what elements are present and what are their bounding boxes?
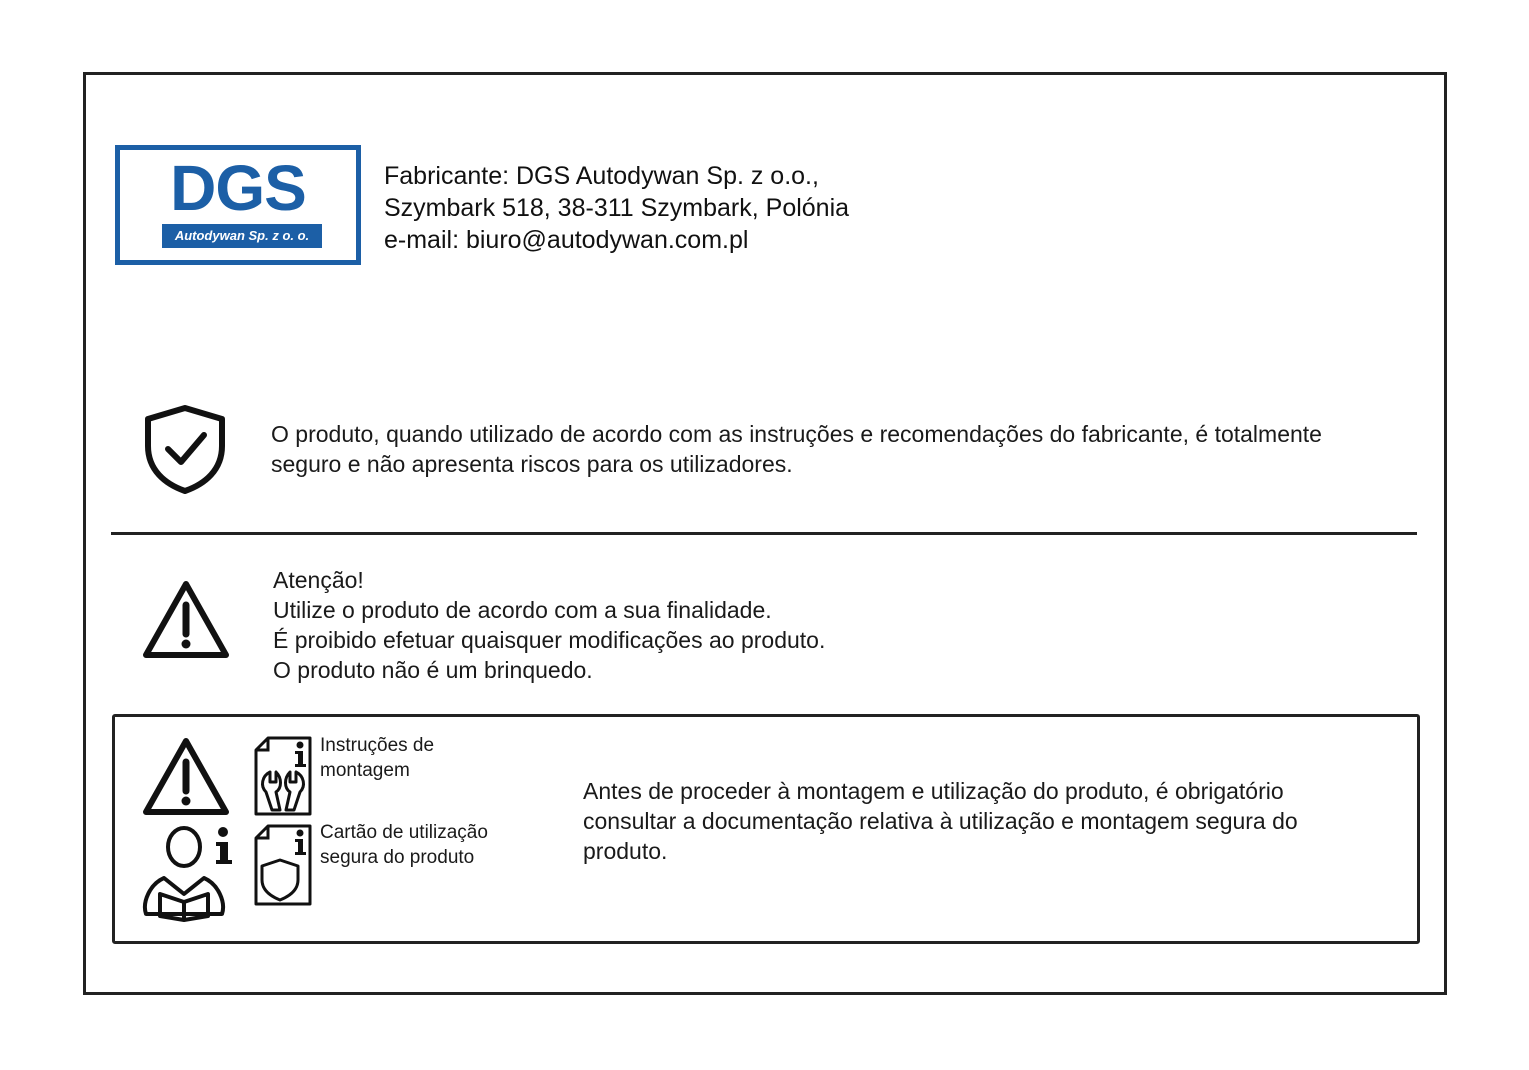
safety-card-label — [320, 820, 488, 870]
assembly-label-line: montagem — [320, 760, 410, 781]
manufacturer-line: Fabricante: DGS Autodywan Sp. z o.o., — [384, 162, 819, 190]
safety-card-label-line: Cartão de utilização — [320, 822, 488, 843]
assembly-manual-icon — [254, 736, 312, 816]
assembly-label-line: Instruções de — [320, 735, 435, 756]
warning-text — [273, 565, 825, 685]
reader-info-icon — [138, 822, 236, 922]
warning-triangle-icon — [142, 578, 230, 660]
section-divider — [111, 532, 1417, 535]
warning-line: Utilize o produto de acordo com a sua finalidade. — [273, 597, 772, 623]
shield-check-icon — [142, 402, 228, 496]
warning-heading: Atenção! — [273, 567, 364, 593]
safety-card-icon — [254, 824, 312, 906]
safety-statement: O produto, quando utilizado de acordo com as instruções e recomendações do fabricante, é totalmente seguro e não apresenta riscos para os utilizadores. — [271, 421, 1322, 477]
manufacturer-info — [384, 160, 849, 256]
warning-line: O produto não é um brinquedo. — [273, 657, 593, 683]
logo-brand: DGS — [170, 152, 306, 224]
manufacturer-address: Szymbark 518, 38-311 Szymbark, Polónia — [384, 194, 850, 222]
logo-subtitle: Autodywan Sp. z o. o. — [162, 224, 322, 248]
assembly-label — [320, 733, 434, 783]
safety-card-label-line: segura do produto — [320, 847, 475, 868]
manufacturer-email: e-mail: biuro@autodywan.com.pl — [384, 226, 749, 254]
documentation-statement: Antes de proceder à montagem e utilização do produto, é obrigatório consultar a documentação relativa à utilização e montagem segura do produto. — [583, 778, 1298, 864]
dgs-logo — [115, 145, 361, 265]
warning-line: É proibido efetuar quaisquer modificações ao produto. — [273, 627, 826, 653]
warning-triangle-icon — [142, 735, 230, 817]
